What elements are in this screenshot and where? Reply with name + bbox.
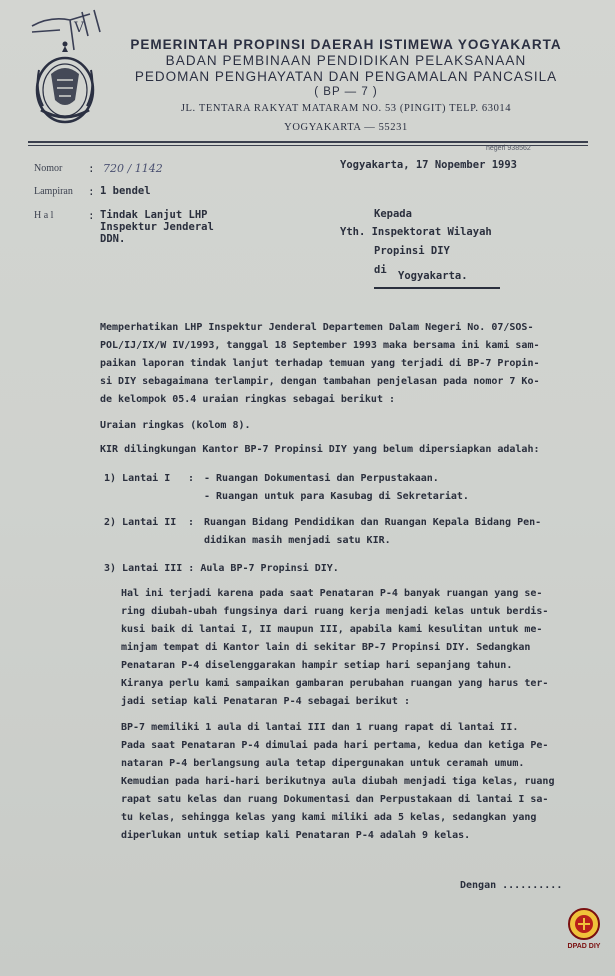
para1-line-2: ring diubah-ubah fungsinya dari ruang kerja menjadi kelas untuk berdis- bbox=[121, 606, 549, 617]
para1-line-6: Kiranya perlu kami sampaikan gambaran perubahan ruangan yang harus ter- bbox=[121, 678, 549, 689]
para1-line-3: kusi baik di lantai I, II maupun III, apabila kami kesulitan untuk me- bbox=[121, 624, 543, 635]
hal-line-3: DDN. bbox=[100, 233, 126, 245]
item1-line-1: - Ruangan Dokumentasi dan Perpustakaan. bbox=[204, 473, 439, 484]
letterhead-line-agency: BADAN PEMBINAAN PENDIDIKAN PELAKSANAAN bbox=[165, 53, 527, 68]
item3-label: 3) Lantai III : Aula BP-7 Propinsi DIY. bbox=[104, 563, 339, 574]
uraian-line: Uraian ringkas (kolom 8). bbox=[100, 420, 251, 431]
lampiran-label: Lampiran bbox=[34, 186, 73, 197]
letterhead-line-government: PEMERINTAH PROPINSI DAERAH ISTIMEWA YOGYAKARTA bbox=[130, 37, 562, 52]
hal-line-1: Tindak Lanjut LHP bbox=[100, 209, 208, 221]
hal-label: H a l bbox=[34, 210, 54, 221]
recipient-kepada: Kepada bbox=[374, 208, 412, 220]
para2-line-4: Kemudian pada hari-hari berikutnya aula diubah menjadi tiga kelas, ruang bbox=[121, 776, 555, 787]
nomor-value: 720 / 1142 bbox=[103, 162, 163, 175]
recipient-underline bbox=[374, 287, 500, 289]
nomor-colon: : bbox=[88, 162, 95, 175]
intro-line-4: si DIY sebagaimana terlampir, dengan tambahan penjelasan pada nomor 7 Ko- bbox=[100, 376, 540, 387]
letterhead-rule-thick bbox=[28, 141, 588, 143]
para2-line-7: diperlukan untuk setiap kali Penataran P-4 adalah 9 kelas. bbox=[121, 830, 471, 841]
para1-line-5: Penataran P-4 diselenggarakan hampir setiap hari sepanjang tahun. bbox=[121, 660, 513, 671]
para1-line-1: Hal ini terjadi karena pada saat Penataran P-4 banyak ruangan yang se- bbox=[121, 588, 543, 599]
para2-line-6: tu kelas, sehingga kelas yang kami miliki ada 5 kelas, sedangkan yang bbox=[121, 812, 537, 823]
lampiran-colon: : bbox=[88, 185, 95, 198]
letterhead-city: YOGYAKARTA — 55231 bbox=[284, 122, 408, 133]
nomor-label: Nomor bbox=[34, 163, 63, 174]
archive-seal-logo bbox=[566, 906, 602, 960]
corner-mark-text: V bbox=[74, 20, 85, 36]
item2-line-2: didikan masih menjadi satu KIR. bbox=[204, 535, 391, 546]
registration-note: negeri 938562 bbox=[486, 145, 531, 152]
para2-line-5: rapat satu kelas dan ruang Dokumentasi dan Perpustakaan di lantai I sa- bbox=[121, 794, 549, 805]
recipient-yth: Yth. Inspektorat Wilayah bbox=[340, 226, 492, 238]
closing-line: Dengan .......... bbox=[460, 880, 563, 891]
intro-line-1: Memperhatikan LHP Inspektur Jenderal Departemen Dalam Negeri No. 07/SOS- bbox=[100, 322, 534, 333]
para1-line-7: jadi setiap kali Penataran P-4 sebagai berikut : bbox=[121, 696, 410, 707]
lampiran-value: 1 bendel bbox=[100, 185, 151, 197]
para2-line-3: nataran P-4 berlangsung aula tetap dipergunakan untuk ceramah umum. bbox=[121, 758, 525, 769]
seal-text: DPAD DIY bbox=[567, 943, 601, 950]
letterhead-line-pancasila: PEDOMAN PENGHAYATAN DAN PENGAMALAN PANCASILA bbox=[134, 69, 558, 84]
item1-colon: : bbox=[188, 473, 195, 484]
item1-label: 1) Lantai I bbox=[104, 473, 171, 484]
item1-line-2: - Ruangan untuk para Kasubag di Sekretariat. bbox=[204, 491, 469, 502]
recipient-di: di bbox=[374, 264, 387, 276]
intro-line-5: de kelompok 05.4 uraian ringkas sebagai berikut : bbox=[100, 394, 396, 405]
hal-line-2: Inspektur Jenderal bbox=[100, 221, 214, 233]
letterhead-line-bp7: ( BP — 7 ) bbox=[314, 86, 378, 98]
kir-intro-line: KIR dilingkungan Kantor BP-7 Propinsi DIY yang belum dipersiapkan adalah: bbox=[100, 444, 540, 455]
recipient-city: Yogyakarta. bbox=[398, 270, 468, 282]
item2-line-1: Ruangan Bidang Pendidikan dan Ruangan Kepala Bidang Pen- bbox=[204, 517, 542, 528]
recipient-province: Propinsi DIY bbox=[374, 245, 450, 257]
dit-emblem-logo bbox=[33, 40, 97, 126]
item2-label: 2) Lantai II bbox=[104, 517, 177, 528]
para2-line-1: BP-7 memiliki 1 aula di lantai III dan 1 ruang rapat di lantai II. bbox=[121, 722, 519, 733]
para2-line-2: Pada saat Penataran P-4 dimulai pada hari pertama, kedua dan ketiga Pe- bbox=[121, 740, 549, 751]
intro-line-2: POL/IJ/IX/W IV/1993, tanggal 18 September 1993 maka bersama ini kami sam- bbox=[100, 340, 540, 351]
letter-date: Yogyakarta, 17 Nopember 1993 bbox=[340, 159, 518, 171]
intro-line-3: paikan laporan tindak lanjut terhadap temuan yang terjadi di BP-7 Propin- bbox=[100, 358, 540, 369]
item2-colon: : bbox=[188, 517, 195, 528]
para1-line-4: minjam tempat di Kantor lain di sekitar BP-7 Propinsi DIY. Sedangkan bbox=[121, 642, 531, 653]
letterhead-address: JL. TENTARA RAKYAT MATARAM NO. 53 (PINGIT) TELP. 63014 bbox=[180, 103, 512, 114]
hal-colon: : bbox=[88, 209, 95, 222]
